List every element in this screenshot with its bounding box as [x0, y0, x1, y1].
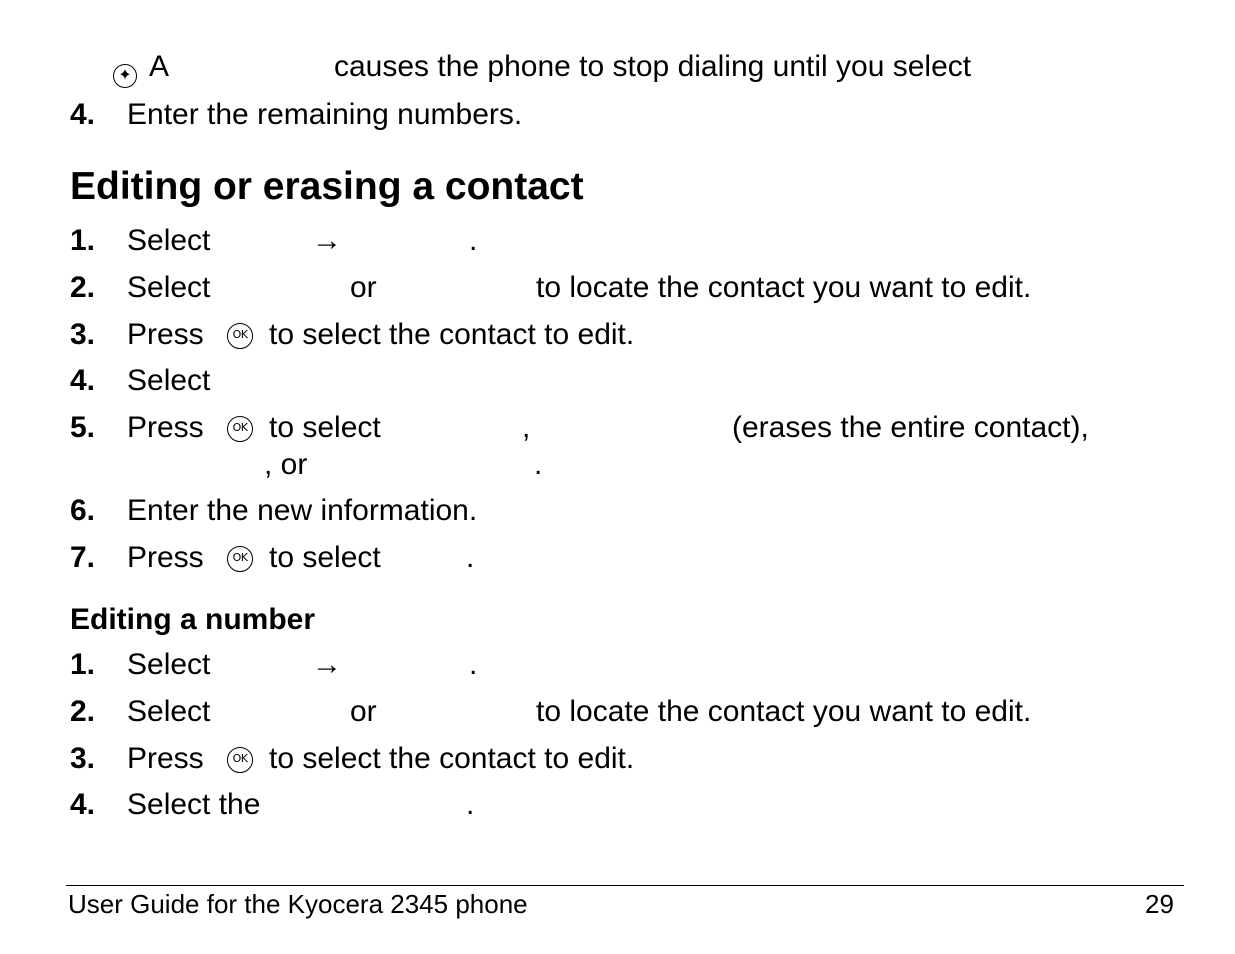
- step-rest: to select the contact to edit.: [269, 318, 635, 351]
- intro-a-text: A: [149, 50, 170, 83]
- step-prefix: Press: [127, 541, 204, 574]
- step-number: 2.: [70, 695, 96, 728]
- step-period: .: [469, 648, 478, 681]
- ok-key-icon: [227, 416, 253, 442]
- ok-key-icon: [227, 323, 253, 349]
- step-period: .: [534, 448, 543, 481]
- step-text: Select: [127, 224, 211, 257]
- step-text: Select: [127, 695, 211, 728]
- step-text: Enter the remaining numbers.: [127, 98, 523, 131]
- step-or: or: [350, 271, 377, 304]
- step-text: Select the: [127, 788, 261, 821]
- step-number: 3.: [70, 318, 96, 351]
- step-text: Select: [127, 648, 211, 681]
- step-or: , or: [264, 448, 308, 481]
- step-erases: (erases the entire contact),: [732, 411, 1089, 444]
- step-period: .: [466, 541, 475, 574]
- arrow-symbol: →: [312, 648, 342, 681]
- step-number: 4.: [70, 98, 96, 131]
- footer-title: User Guide for the Kyocera 2345 phone: [68, 889, 528, 919]
- step-period: .: [469, 224, 478, 257]
- section-title: Editing or erasing a contact: [70, 165, 584, 208]
- step-text: Select: [127, 271, 211, 304]
- step-rest: to select the contact to edit.: [269, 742, 635, 775]
- step-number: 1.: [70, 224, 96, 257]
- subsection-title: Editing a number: [70, 603, 316, 636]
- ok-key-label: OK: [232, 551, 248, 564]
- ok-key-icon: [227, 546, 253, 572]
- step-number: 4.: [70, 364, 96, 397]
- step-prefix: Press: [127, 742, 204, 775]
- step-number: 3.: [70, 742, 96, 775]
- navigation-key-icon: ✦: [113, 64, 137, 88]
- step-rest: to locate the contact you want to edit.: [536, 695, 1032, 728]
- step-comma: ,: [522, 411, 531, 444]
- step-to-select: to select: [269, 541, 381, 574]
- arrow-symbol: →: [312, 224, 342, 257]
- step-number: 7.: [70, 541, 96, 574]
- intro-causes-text: causes the phone to stop dialing until you select: [334, 50, 972, 83]
- step-prefix: Press: [127, 318, 204, 351]
- page-number: 29: [1145, 889, 1174, 919]
- step-prefix: Press: [127, 411, 204, 444]
- step-to-select: to select: [269, 411, 381, 444]
- step-text: Select: [127, 364, 211, 397]
- step-number: 6.: [70, 494, 96, 527]
- step-number: 2.: [70, 271, 96, 304]
- step-or: or: [350, 695, 377, 728]
- ok-key-label: OK: [232, 328, 248, 341]
- footer-rule: [66, 885, 1184, 886]
- ok-key-label: OK: [232, 752, 248, 765]
- step-text: Enter the new information.: [127, 494, 478, 527]
- ok-key-label: OK: [232, 421, 248, 434]
- step-period: .: [466, 788, 475, 821]
- ok-key-icon: [227, 747, 253, 773]
- step-rest: to locate the contact you want to edit.: [536, 271, 1032, 304]
- step-number: 1.: [70, 648, 96, 681]
- step-number: 4.: [70, 788, 96, 821]
- step-number: 5.: [70, 411, 96, 444]
